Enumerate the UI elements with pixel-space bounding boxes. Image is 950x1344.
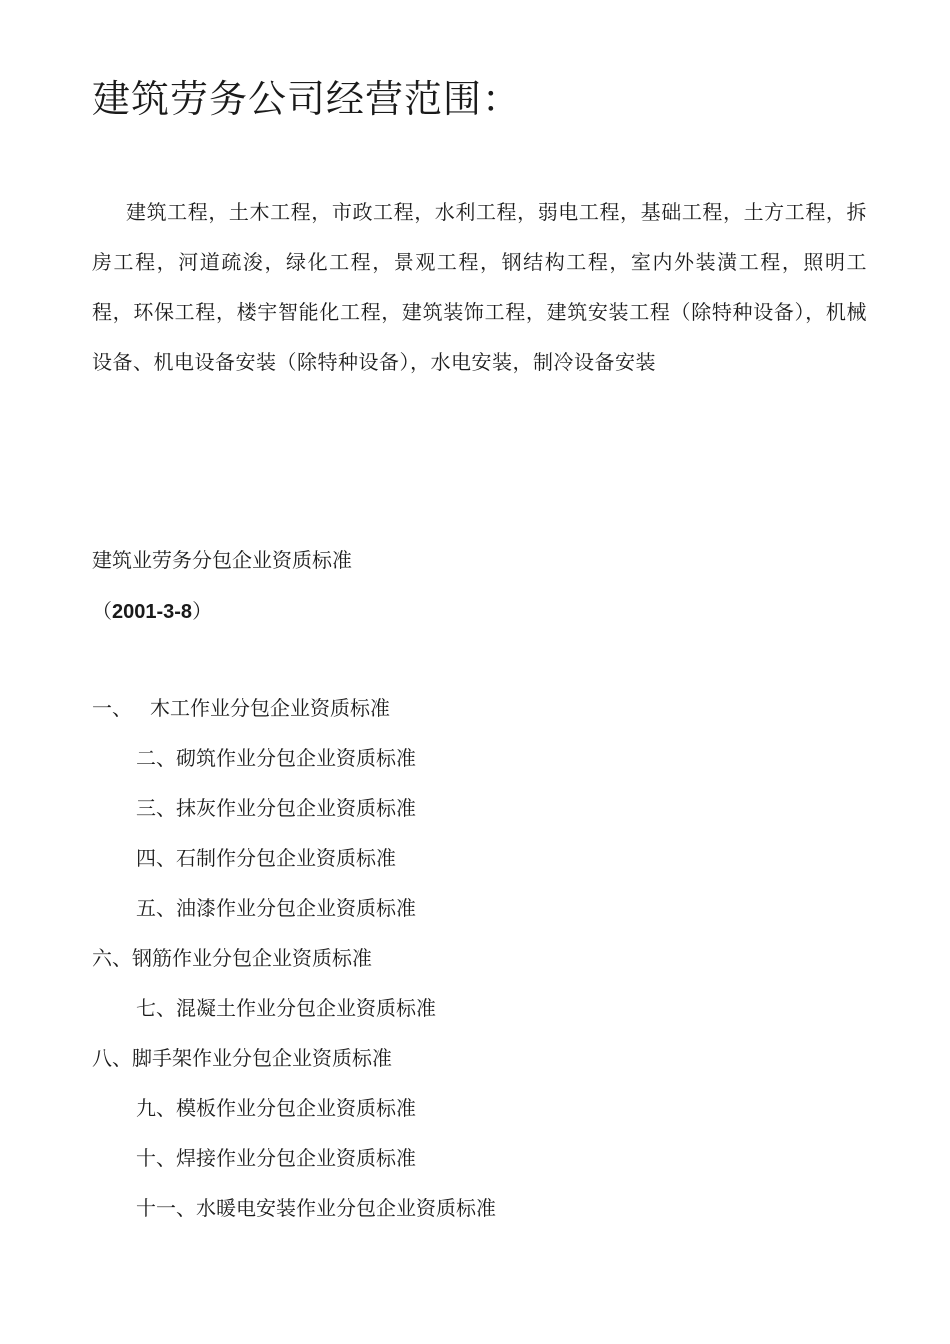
list-item-text: 抹灰作业分包企业资质标准: [176, 796, 416, 820]
list-item: [0, 1042, 950, 1092]
list-item: [0, 792, 950, 842]
list-item-number: 五、: [136, 896, 176, 920]
list-item-number: 一、: [92, 696, 132, 720]
business-scope-paragraph: 建筑工程，土木工程，市政工程，水利工程，弱电工程，基础工程，土方工程，拆房工程，河道疏浚，绿化工程，景观工程，钢结构工程，室内外装潢工程，照明工程，环保工程，楼宇智能化工程，建筑装饰工程，建筑安装工程（除特种设备），机械设备、机电设备安装（除特种设备），水电安装，制冷设备安装: [92, 200, 867, 374]
list-item-text: 木工作业分包企业资质标准: [150, 696, 390, 720]
list-item-text: 油漆作业分包企业资质标准: [176, 896, 416, 920]
list-item-text: 混凝土作业分包企业资质标准: [176, 996, 436, 1020]
list-item-text: 模板作业分包企业资质标准: [176, 1096, 416, 1120]
standards-list: [0, 692, 950, 1242]
list-item: [0, 892, 950, 942]
list-item-number: 三、: [136, 796, 176, 820]
list-item: [0, 1192, 950, 1242]
list-item-number: 十、: [136, 1146, 176, 1170]
list-item-number: 四、: [136, 846, 176, 870]
list-item-number: 七、: [136, 996, 176, 1020]
list-item: [0, 842, 950, 892]
list-item-number: 九、: [136, 1096, 176, 1120]
list-item-number: 二、: [136, 746, 176, 770]
page-title: 建筑劳务公司经营范围：: [92, 77, 522, 121]
list-item-number: 八、: [92, 1046, 132, 1070]
list-item-text: 水暖电安装作业分包企业资质标准: [196, 1196, 496, 1220]
list-item: [0, 942, 950, 992]
list-item-number: 十一、: [136, 1196, 196, 1220]
date-close-paren: ）: [192, 599, 213, 623]
date-value: 2001-3-8: [112, 601, 193, 623]
section-subtitle: 建筑业劳务分包企业资质标准: [92, 548, 352, 572]
list-item-number: 六、: [92, 946, 132, 970]
list-item-text: 石制作分包企业资质标准: [176, 846, 396, 870]
list-item-text: 焊接作业分包企业资质标准: [176, 1146, 416, 1170]
date-open-paren: （: [92, 599, 112, 623]
list-item: [0, 1142, 950, 1192]
list-item: [0, 742, 950, 792]
list-item-text: 脚手架作业分包企业资质标准: [132, 1046, 392, 1070]
list-item: [0, 1092, 950, 1142]
standard-date: [92, 595, 212, 628]
list-item: [0, 992, 950, 1042]
list-item: [0, 692, 950, 742]
list-item-text: 砌筑作业分包企业资质标准: [176, 746, 416, 770]
list-item-text: 钢筋作业分包企业资质标准: [132, 946, 372, 970]
